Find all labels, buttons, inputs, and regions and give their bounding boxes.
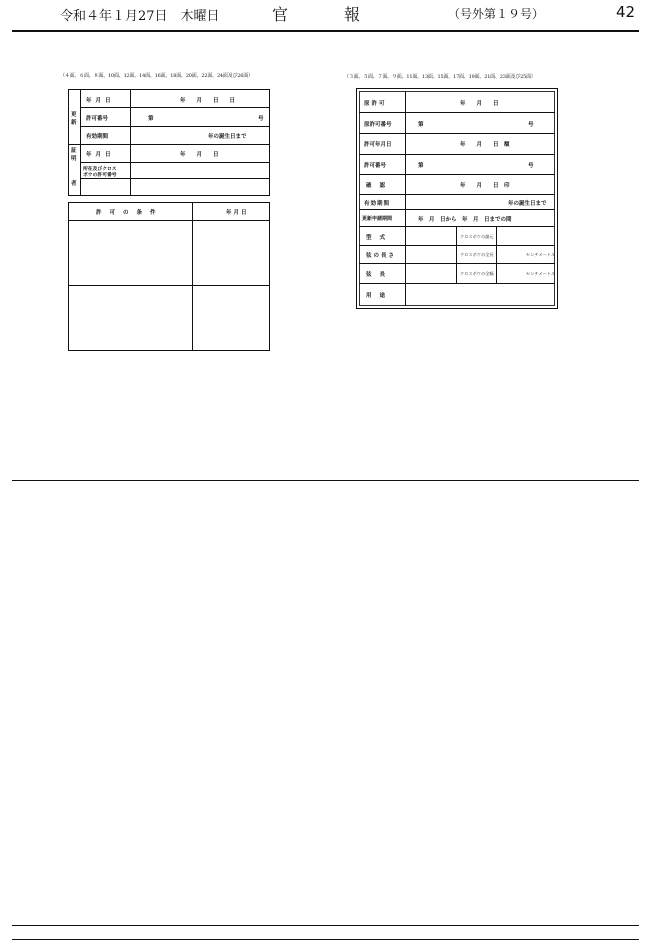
left-r3-label: 有効期間: [86, 134, 109, 140]
left-r3-value: 年の誕生日まで: [208, 134, 247, 140]
right-r7-value: 年 月 日から 年 月 日までの間: [418, 217, 512, 223]
right-lr3-mid: クロスボウの全幅: [460, 271, 494, 276]
right-r1-value: 年 月 日: [460, 101, 499, 107]
footer-rule-bottom: [12, 939, 639, 940]
left-lower-col2: 年月日: [226, 210, 249, 216]
right-r5-value: 年 月 日 印: [460, 183, 510, 189]
right-r2-label: 原許可番号: [364, 122, 392, 128]
footer-rule-top: [12, 925, 639, 926]
gazette-title: 官 報: [272, 5, 381, 24]
issue-number: （号外第１９号）: [448, 7, 545, 21]
right-r1-label: 原許可: [364, 101, 387, 107]
right-r4-value: 号: [528, 163, 534, 169]
right-lr2-mid: クロスボウの全長: [460, 252, 494, 257]
left-r4-label: 年月日: [86, 152, 115, 158]
right-lr4-label: 用途: [366, 293, 394, 299]
left-form: [68, 89, 270, 351]
right-lr3-unit: センチメートル: [526, 271, 556, 276]
right-r2-prefix: 第: [418, 122, 424, 128]
left-r5-label-2: ボウの許可番号: [83, 172, 117, 178]
right-lr2-label: 弦の長さ: [366, 253, 397, 259]
issue-date: 令和４年１月27日 木曜日: [60, 9, 220, 24]
right-r4-label: 許可番号: [364, 163, 387, 169]
right-form-caption: （３面、５面、７面、９面、11面、13面、15面、17面、19面、21面、23面及び25面）: [344, 74, 536, 80]
right-r7-label: 更新申請期間: [362, 216, 393, 222]
left-side-kosin: 更新: [71, 112, 77, 126]
header-rule: [12, 30, 639, 32]
left-upper-table: [68, 89, 270, 196]
right-lr3-label: 弦長: [366, 272, 394, 278]
right-r2-value: 号: [528, 122, 534, 128]
left-r1-label: 年月日: [86, 98, 115, 104]
right-r3-label: 許可年月日: [364, 142, 392, 148]
middle-rule: [12, 480, 639, 481]
right-r6-value: 年の誕生日まで: [508, 201, 547, 207]
right-lr2-unit: センチメートル: [526, 252, 556, 257]
left-r2-suffix: 号: [258, 116, 264, 122]
left-lower-col1: 許可の条件: [96, 210, 164, 216]
left-r4-value: 年 月 日: [180, 152, 219, 158]
right-r6-label: 有効期間: [364, 201, 391, 207]
right-r5-label: 確認: [366, 183, 394, 189]
left-form-caption: （４面、６面、８面、10面、12面、14面、16面、18面、20面、22面、24面及び26面）: [60, 73, 253, 79]
left-r2-label: 許可番号: [86, 116, 109, 122]
page-number: 42: [616, 3, 636, 21]
right-form: [356, 88, 558, 309]
left-lower-table: [68, 202, 270, 351]
left-r2-prefix: 第: [148, 116, 154, 122]
right-lr1-mid: クロスボウの諸元: [460, 234, 494, 239]
page-header: [0, 0, 651, 30]
left-r5-label-1: 所在及びクロス: [83, 166, 117, 172]
left-r1-value: 年 月 日 日: [180, 98, 236, 104]
right-r4-prefix: 第: [418, 163, 424, 169]
left-side-sha: 者: [71, 181, 77, 187]
left-side-shomei: 証明: [71, 148, 77, 162]
right-lr1-label: 型式: [366, 235, 394, 241]
right-r3-value: 年 月 日 額: [460, 142, 510, 148]
